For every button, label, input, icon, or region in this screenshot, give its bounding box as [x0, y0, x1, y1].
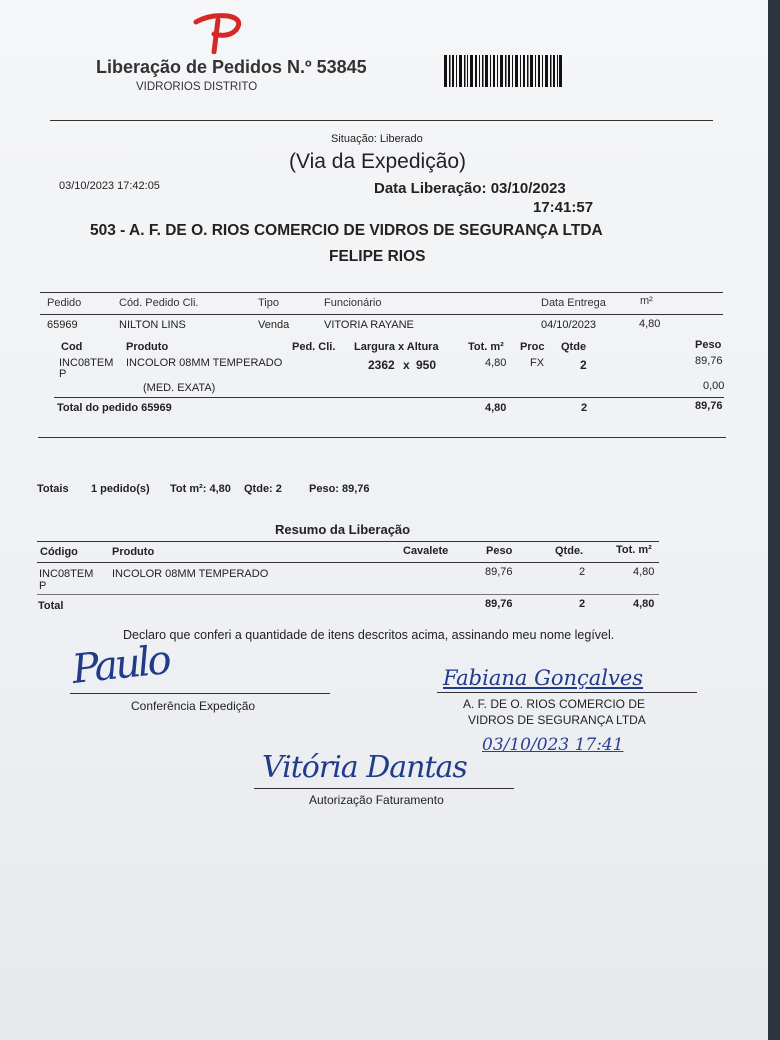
- item-proc: FX: [530, 357, 545, 369]
- order-funcionario: VITORIA RAYANE: [324, 319, 414, 331]
- print-timestamp: 03/10/2023 17:42:05: [59, 180, 160, 192]
- item-cod-line2: P: [59, 368, 67, 380]
- copy-type: (Via da Expedição): [289, 150, 467, 173]
- resumo-total-qtde: 2: [579, 598, 586, 610]
- col-funcionario: Funcionário: [324, 297, 382, 309]
- order-total-peso: 89,76: [695, 400, 723, 412]
- client-name: 503 - A. F. DE O. RIOS COMERCIO DE VIDROS DE SEGURANÇA LTDA: [90, 222, 603, 239]
- status-text: Situação: Liberado: [331, 133, 423, 145]
- resumo-total-label: Total: [38, 600, 64, 612]
- order-pedido: 65969: [47, 319, 78, 331]
- item-med: (MED. EXATA): [143, 382, 216, 394]
- item-col-produto: Produto: [126, 341, 169, 353]
- resumo-col-tot-m2: Tot. m²: [616, 544, 652, 556]
- autorizacao-sign-line: [254, 788, 514, 789]
- release-date: Data Liberação: 03/10/2023: [374, 180, 566, 197]
- item-med-peso: 0,00: [703, 380, 725, 392]
- item-col-proc: Proc: [520, 341, 545, 353]
- item-altura: 950: [416, 358, 437, 372]
- order-m2: 4,80: [639, 318, 661, 330]
- resumo-col-codigo: Código: [40, 546, 78, 558]
- release-time: 17:41:57: [533, 199, 594, 216]
- resumo-col-produto: Produto: [112, 546, 155, 558]
- item-produto: INCOLOR 08MM TEMPERADO: [126, 357, 283, 369]
- col-pedido: Pedido: [47, 297, 82, 309]
- totals-peso: Peso: 89,76: [309, 483, 370, 495]
- resumo-qtde: 2: [579, 566, 586, 578]
- item-x: x: [403, 358, 410, 372]
- resumo-peso: 89,76: [485, 566, 513, 578]
- totals-label: Totais: [37, 483, 69, 495]
- item-cod-line1: INC08TEM: [59, 357, 114, 369]
- item-peso: 89,76: [695, 355, 723, 367]
- col-data-entrega: Data Entrega: [541, 297, 606, 309]
- handwritten-date: 03/10/023 17:41: [482, 735, 624, 755]
- totals-m2: Tot m²: 4,80: [170, 483, 231, 495]
- conferencia-signature: Paulo: [69, 637, 171, 693]
- client-sign-line: [437, 692, 697, 693]
- resumo-total-tot-m2: 4,80: [633, 598, 655, 610]
- autorizacao-label: Autorização Faturamento: [309, 793, 444, 807]
- conferencia-label: Conferência Expedição: [131, 699, 256, 713]
- order-total-label: Total do pedido 65969: [57, 402, 172, 414]
- item-tot-m2: 4,80: [485, 357, 507, 369]
- item-largura: 2362: [368, 358, 395, 372]
- conferencia-sign-line: [70, 693, 330, 694]
- resumo-header-line: [37, 562, 659, 563]
- col-cod-pedido-cli: Cód. Pedido Cli.: [119, 297, 199, 309]
- order-total-line: [54, 397, 724, 398]
- order-tipo: Venda: [258, 319, 290, 331]
- autorizacao-signature: Vitória Dantas: [262, 750, 467, 785]
- resumo-title: Resumo da Liberação: [275, 522, 411, 537]
- order-table-top-line: [40, 292, 723, 293]
- order-total-qtde: 2: [581, 402, 588, 414]
- item-col-largura-altura: Largura x Altura: [354, 341, 439, 353]
- resumo-codigo-line1: INC08TEM: [39, 568, 94, 580]
- totals-qtde: Qtde: 2: [244, 483, 282, 495]
- order-table-bottom-line: [38, 437, 726, 438]
- col-m2: m²: [640, 295, 653, 307]
- page-title: Liberação de Pedidos N.º 53845: [96, 57, 367, 77]
- resumo-top-line: [37, 541, 659, 542]
- totals-pedidos: 1 pedido(s): [91, 483, 150, 495]
- company-logo-icon: [192, 10, 246, 54]
- resumo-tot-m2: 4,80: [633, 566, 655, 578]
- client-signature: Fabiana Gonçalves: [443, 666, 644, 690]
- resumo-total-peso: 89,76: [485, 598, 513, 610]
- client-sign-line2: VIDROS DE SEGURANÇA LTDA: [468, 713, 646, 727]
- col-tipo: Tipo: [258, 297, 279, 309]
- company-subtitle: VIDRORIOS DISTRITO: [136, 81, 258, 93]
- item-col-tot-m2: Tot. m²: [468, 341, 504, 353]
- header-divider: [50, 120, 713, 121]
- order-header-line: [40, 314, 723, 315]
- item-col-ped-cli: Ped. Cli.: [292, 341, 336, 353]
- client-contact: FELIPE RIOS: [329, 248, 426, 265]
- item-col-cod: Cod: [61, 341, 83, 353]
- order-cod-cli: NILTON LINS: [119, 319, 186, 331]
- resumo-col-peso: Peso: [486, 545, 513, 557]
- resumo-col-qtde: Qtde.: [555, 545, 584, 557]
- client-sign-line1: A. F. DE O. RIOS COMERCIO DE: [463, 697, 646, 711]
- order-total-m2: 4,80: [485, 402, 507, 414]
- item-col-peso: Peso: [695, 339, 722, 351]
- resumo-col-cavalete: Cavalete: [403, 545, 449, 557]
- item-qtde: 2: [580, 358, 587, 372]
- barcode-icon: [444, 55, 562, 87]
- resumo-codigo-line2: P: [39, 580, 47, 592]
- order-data-entrega: 04/10/2023: [541, 319, 597, 331]
- resumo-total-line: [37, 594, 659, 595]
- resumo-produto: INCOLOR 08MM TEMPERADO: [112, 568, 269, 580]
- item-col-qtde: Qtde: [561, 341, 587, 353]
- declaration-text: Declaro que conferi a quantidade de itens descritos acima, assinando meu nome legível.: [123, 628, 615, 642]
